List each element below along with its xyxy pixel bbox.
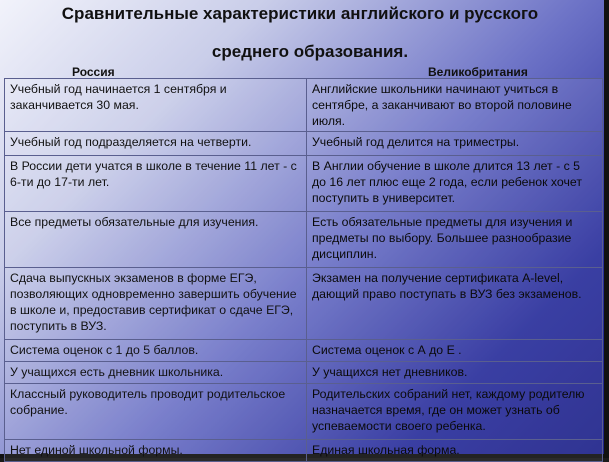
- cell-uk: Есть обязательные предметы для изучения и предметы по выбору. Большее разнообразие дисциплин.: [307, 212, 603, 268]
- column-header-uk: Великобритания: [428, 65, 528, 79]
- cell-russia: Классный руководитель проводит родительское собрание.: [5, 384, 307, 440]
- frame-edge-right: [604, 0, 609, 458]
- cell-uk: Родительских собраний нет, каждому родителю назначается время, где он может узнать об успеваемости своего ребенка.: [307, 384, 603, 440]
- cell-russia: Система оценок с 1 до 5 баллов.: [5, 340, 307, 362]
- table-row: [5, 212, 603, 268]
- table-row: [5, 440, 603, 462]
- cell-russia: У учащихся есть дневник школьника.: [5, 362, 307, 384]
- table-row: [5, 132, 603, 156]
- table-row: [5, 384, 603, 440]
- cell-uk: Система оценок с А до Е .: [307, 340, 603, 362]
- cell-russia: Сдача выпускных экзаменов в форме ЕГЭ, позволяющих одновременно завершить обучение в школе и, предоставив сертификат о сдаче ЕГЭ, поступить в ВУЗ.: [5, 268, 307, 340]
- cell-russia: Нет единой школьной формы.: [5, 440, 307, 462]
- cell-russia: Учебный год начинается 1 сентября и заканчивается 30 мая.: [5, 79, 307, 132]
- comparison-table: [4, 78, 603, 462]
- table-row: [5, 156, 603, 212]
- table-row: [5, 340, 603, 362]
- table-row: [5, 79, 603, 132]
- cell-uk: В Англии обучение в школе длится 13 лет - с 5 до 16 лет плюс еще 2 года, если ребенок хочет поступить в университет.: [307, 156, 603, 212]
- column-header-russia: Россия: [72, 65, 115, 79]
- slide-title-line2: среднего образования.: [10, 42, 609, 62]
- cell-uk: Английские школьники начинают учиться в сентябре, а заканчивают во второй половине июля.: [307, 79, 603, 132]
- cell-russia: В России дети учатся в школе в течение 11 лет - с 6-ти до 17-ти лет.: [5, 156, 307, 212]
- cell-russia: Все предметы обязательные для изучения.: [5, 212, 307, 268]
- cell-uk: Единая школьная форма.: [307, 440, 603, 462]
- table-row: [5, 362, 603, 384]
- cell-uk: Экзамен на получение сертификата A-level, дающий право поступать в ВУЗ без экзаменов.: [307, 268, 603, 340]
- table-row: [5, 268, 603, 340]
- slide-title-line1: Сравнительные характеристики английского и русского: [0, 4, 600, 24]
- cell-russia: Учебный год подразделяется на четверти.: [5, 132, 307, 156]
- cell-uk: Учебный год делится на триместры.: [307, 132, 603, 156]
- cell-uk: У учащихся нет дневников.: [307, 362, 603, 384]
